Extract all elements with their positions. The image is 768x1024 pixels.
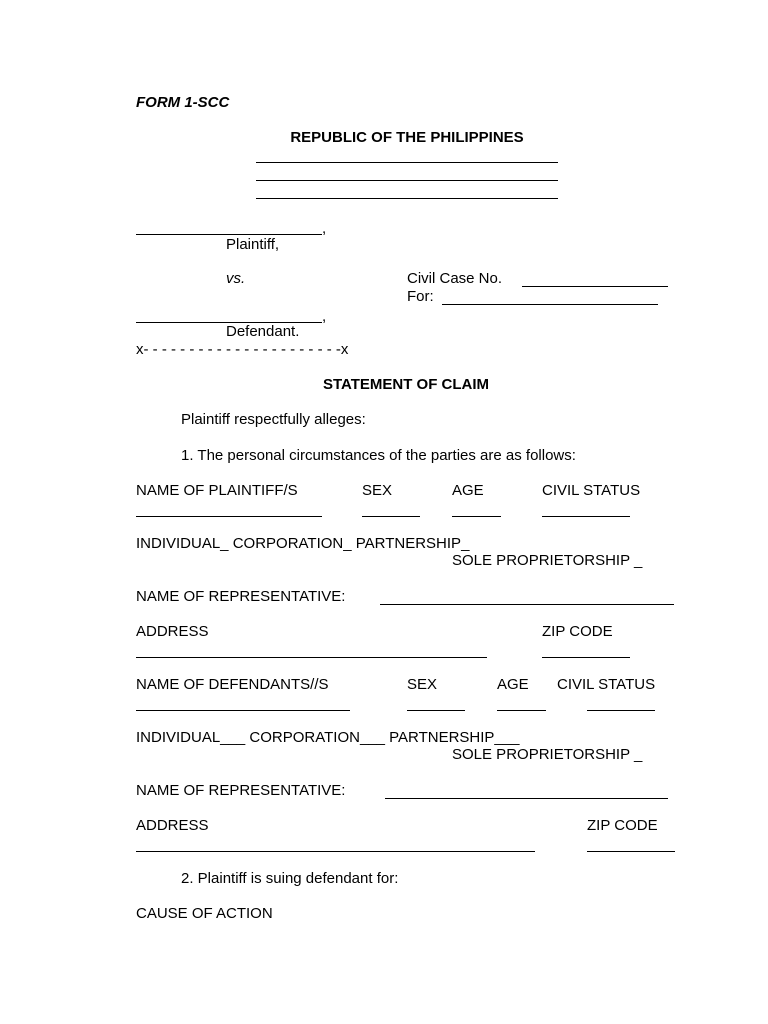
court-line-3[interactable] — [256, 198, 558, 199]
defendant-rep-label: NAME OF REPRESENTATIVE: — [136, 782, 346, 799]
plaintiff-age-header: AGE — [452, 482, 484, 499]
defendant-entity-types: INDIVIDUAL___ CORPORATION___ PARTNERSHIP___ — [136, 729, 520, 746]
defendant-rep-field[interactable] — [385, 798, 668, 799]
defendant-address-field[interactable] — [136, 851, 535, 852]
defendant-sole-proprietorship: SOLE PROPRIETORSHIP _ — [452, 746, 643, 763]
plaintiff-sex-field[interactable] — [362, 516, 420, 517]
defendant-sex-header: SEX — [407, 676, 438, 693]
form-number: FORM 1-SCC — [136, 94, 230, 111]
intro-text: Plaintiff respectfully alleges: — [181, 411, 366, 428]
plaintiff-name-header: NAME OF PLAINTIFF/S — [136, 482, 298, 499]
court-line-1[interactable] — [256, 162, 558, 163]
plaintiff-entity-types: INDIVIDUAL_ CORPORATION_ PARTNERSHIP_ — [136, 535, 470, 552]
defendant-civil-status-header: CIVIL STATUS — [557, 676, 656, 693]
item-2-text: 2. Plaintiff is suing defendant for: — [181, 870, 399, 887]
plaintiff-label: Plaintiff, — [226, 236, 280, 253]
plaintiff-civil-status-header: CIVIL STATUS — [542, 482, 641, 499]
defendant-label: Defendant. — [226, 323, 300, 340]
defendant-comma: , — [322, 308, 327, 325]
plaintiff-sex-header: SEX — [362, 482, 393, 499]
defendant-sex-field[interactable] — [407, 710, 465, 711]
plaintiff-name-field[interactable] — [136, 516, 322, 517]
plaintiff-comma: , — [322, 220, 327, 237]
plaintiff-rep-field[interactable] — [380, 604, 674, 605]
cause-of-action-label: CAUSE OF ACTION — [136, 905, 273, 922]
plaintiff-zip-label: ZIP CODE — [542, 623, 613, 640]
plaintiff-rep-label: NAME OF REPRESENTATIVE: — [136, 588, 346, 605]
for-label: For: — [407, 288, 434, 305]
case-no-line[interactable] — [522, 286, 668, 287]
for-line[interactable] — [442, 304, 658, 305]
defendant-age-header: AGE — [497, 676, 529, 693]
plaintiff-zip-field[interactable] — [542, 657, 630, 658]
plaintiff-address-field[interactable] — [136, 657, 487, 658]
defendant-age-field[interactable] — [497, 710, 546, 711]
plaintiff-civil-status-field[interactable] — [542, 516, 630, 517]
plaintiff-name-line[interactable] — [136, 234, 322, 235]
court-line-2[interactable] — [256, 180, 558, 181]
case-no-label: Civil Case No. — [407, 270, 503, 287]
item-1-text: 1. The personal circumstances of the parties are as follows: — [181, 447, 576, 464]
statement-title: STATEMENT OF CLAIM — [322, 376, 490, 393]
defendant-civil-status-field[interactable] — [587, 710, 655, 711]
plaintiff-address-label: ADDRESS — [136, 623, 209, 640]
defendant-zip-field[interactable] — [587, 851, 675, 852]
defendant-name-header: NAME OF DEFENDANTS//S — [136, 676, 329, 693]
defendant-zip-label: ZIP CODE — [587, 817, 658, 834]
republic-heading: REPUBLIC OF THE PHILIPPINES — [290, 129, 524, 146]
plaintiff-sole-proprietorship: SOLE PROPRIETORSHIP _ — [452, 552, 643, 569]
versus-label: vs. — [226, 270, 246, 287]
defendant-address-label: ADDRESS — [136, 817, 209, 834]
defendant-name-field[interactable] — [136, 710, 350, 711]
caption-divider: x- - - - - - - - - - - - - - - - - - - - - -x — [136, 341, 349, 358]
plaintiff-age-field[interactable] — [452, 516, 501, 517]
